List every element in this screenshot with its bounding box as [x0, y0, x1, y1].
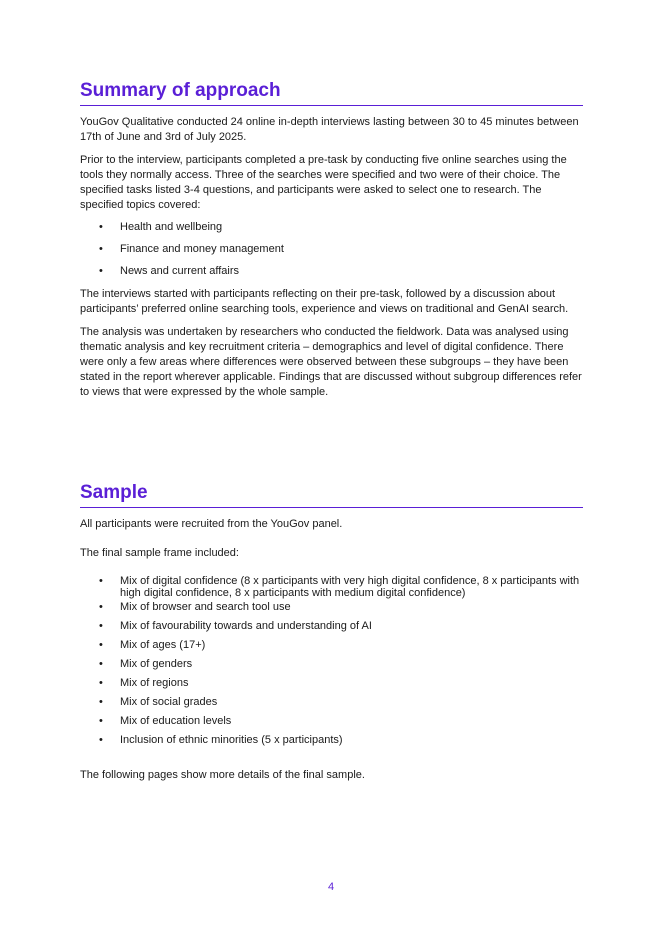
sample-section — [80, 482, 583, 783]
sample-item: • Mix of education levels — [80, 715, 583, 727]
topic-item: • Finance and money management — [80, 242, 583, 257]
sample-item: • Mix of regions — [80, 677, 583, 689]
summary-paragraph-4: The analysis was undertaken by researchers who conducted the fieldwork. Data was analysed using thematic analysis and key recruitment criteria – demographics and level of digital confidence. There were only a few areas where differences were observed between these subgroups – they have been stated in the report wherever applicable. Findings that are discussed without subgroup differences refer to views that were expressed by the whole sample. — [80, 326, 582, 398]
sample-paragraph-2: The final sample frame included: — [80, 547, 239, 559]
sample-paragraph-3: The following pages show more details of the final sample. — [80, 769, 365, 781]
sample-item: • Mix of favourability towards and understanding of AI — [80, 620, 583, 632]
sample-item: • Mix of browser and search tool use — [80, 601, 583, 613]
summary-paragraph-3: The interviews started with participants reflecting on their pre-task, followed by a discussion about participants’ preferred online searching tools, experience and views on traditional and GenAI search. — [80, 288, 569, 315]
summary-heading: Summary of approach — [80, 80, 583, 106]
sample-frame-list — [80, 575, 583, 746]
topic-item: • News and current affairs — [80, 264, 583, 279]
sample-item: • Mix of genders — [80, 658, 583, 670]
sample-heading: Sample — [80, 482, 583, 508]
summary-paragraph-2: Prior to the interview, participants completed a pre-task by conducting five online searches using the tools they normally access. Three of the searches were specified and two were of their choice. The specified tasks listed 3-4 questions, and participants were asked to select one to research. The specified topics covered: — [80, 154, 567, 211]
sample-item: • Mix of ages (17+) — [80, 639, 583, 651]
summary-section — [80, 80, 583, 400]
sample-item: • Mix of social grades — [80, 696, 583, 708]
topics-list — [80, 220, 583, 279]
page-number: 4 — [327, 881, 335, 893]
summary-paragraph-1: YouGov Qualitative conducted 24 online in-depth interviews lasting between 30 to 45 minutes between 17th of June and 3rd of July 2025. — [80, 116, 579, 143]
topic-item: • Health and wellbeing — [80, 220, 583, 235]
sample-paragraph-1: All participants were recruited from the YouGov panel. — [80, 518, 343, 530]
sample-item: • Inclusion of ethnic minorities (5 x participants) — [80, 734, 583, 746]
sample-item: • Mix of digital confidence (8 x participants with very high digital confidence, 8 x participants with high digital confidence, 8 x participants with medium digital confidence) — [80, 575, 583, 599]
